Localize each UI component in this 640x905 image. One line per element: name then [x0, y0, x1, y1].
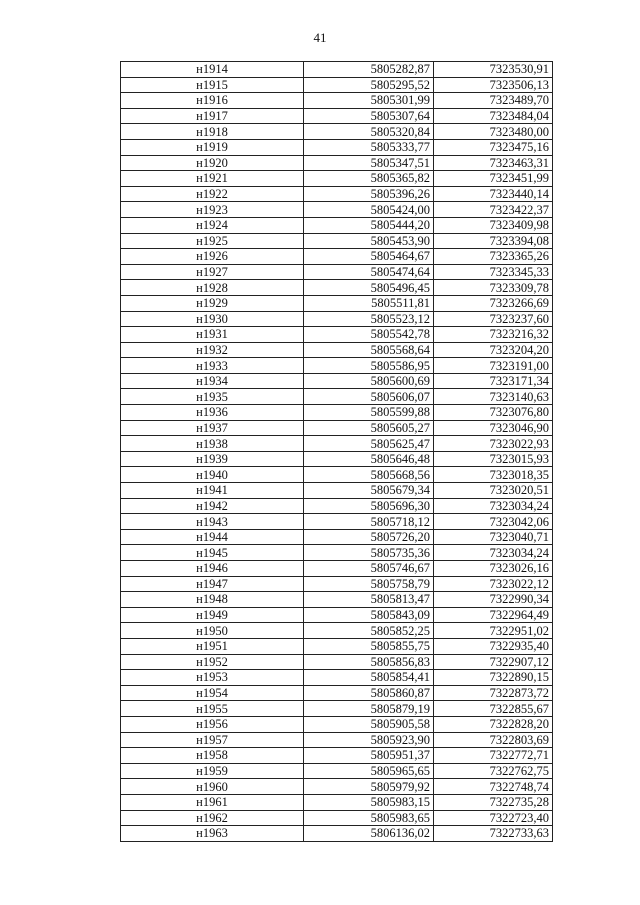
- table-row: [121, 701, 553, 717]
- point-id-cell: н1922: [121, 186, 304, 202]
- table-row: [121, 498, 553, 514]
- x-coordinate-cell: 5805625,47: [304, 436, 434, 452]
- table-row: [121, 264, 553, 280]
- point-id-cell: н1932: [121, 342, 304, 358]
- table-row: [121, 576, 553, 592]
- point-id-cell: н1935: [121, 389, 304, 405]
- x-coordinate-cell: 5805679,34: [304, 483, 434, 499]
- y-coordinate-cell: 7322935,40: [434, 638, 553, 654]
- point-id-cell: н1925: [121, 233, 304, 249]
- point-id-cell: н1924: [121, 217, 304, 233]
- y-coordinate-cell: 7322828,20: [434, 716, 553, 732]
- table-row: [121, 779, 553, 795]
- x-coordinate-cell: 5805718,12: [304, 514, 434, 530]
- y-coordinate-cell: 7323463,31: [434, 155, 553, 171]
- table-row: [121, 592, 553, 608]
- y-coordinate-cell: 7323365,26: [434, 249, 553, 265]
- point-id-cell: н1943: [121, 514, 304, 530]
- point-id-cell: н1929: [121, 295, 304, 311]
- x-coordinate-cell: 5805511,81: [304, 295, 434, 311]
- table-row: [121, 529, 553, 545]
- y-coordinate-cell: 7323022,12: [434, 576, 553, 592]
- table-row: [121, 483, 553, 499]
- x-coordinate-cell: 5805905,58: [304, 716, 434, 732]
- x-coordinate-cell: 5805983,65: [304, 810, 434, 826]
- point-id-cell: н1946: [121, 561, 304, 577]
- point-id-cell: н1952: [121, 654, 304, 670]
- x-coordinate-cell: 5805474,64: [304, 264, 434, 280]
- point-id-cell: н1953: [121, 670, 304, 686]
- point-id-cell: н1927: [121, 264, 304, 280]
- x-coordinate-cell: 5805444,20: [304, 217, 434, 233]
- x-coordinate-cell: 5805542,78: [304, 327, 434, 343]
- x-coordinate-cell: 5805333,77: [304, 139, 434, 155]
- table-row: [121, 826, 553, 842]
- table-row: [121, 62, 553, 78]
- point-id-cell: н1950: [121, 623, 304, 639]
- x-coordinate-cell: 5805599,88: [304, 405, 434, 421]
- y-coordinate-cell: 7323140,63: [434, 389, 553, 405]
- table-row: [121, 139, 553, 155]
- point-id-cell: н1939: [121, 451, 304, 467]
- y-coordinate-cell: 7323204,20: [434, 342, 553, 358]
- table-row: [121, 155, 553, 171]
- table-row: [121, 108, 553, 124]
- point-id-cell: н1934: [121, 373, 304, 389]
- table-row: [121, 732, 553, 748]
- point-id-cell: н1962: [121, 810, 304, 826]
- x-coordinate-cell: 5805424,00: [304, 202, 434, 218]
- y-coordinate-cell: 7323484,04: [434, 108, 553, 124]
- point-id-cell: н1917: [121, 108, 304, 124]
- point-id-cell: н1928: [121, 280, 304, 296]
- x-coordinate-cell: 5805726,20: [304, 529, 434, 545]
- page-number: 41: [313, 30, 327, 45]
- table-row: [121, 716, 553, 732]
- table-row: [121, 436, 553, 452]
- y-coordinate-cell: 7322723,40: [434, 810, 553, 826]
- x-coordinate-cell: 5805453,90: [304, 233, 434, 249]
- coordinates-table: [120, 61, 553, 842]
- y-coordinate-cell: 7323345,33: [434, 264, 553, 280]
- point-id-cell: н1954: [121, 685, 304, 701]
- table-row: [121, 638, 553, 654]
- point-id-cell: н1951: [121, 638, 304, 654]
- y-coordinate-cell: 7322733,63: [434, 826, 553, 842]
- y-coordinate-cell: 7322748,74: [434, 779, 553, 795]
- point-id-cell: н1914: [121, 62, 304, 78]
- y-coordinate-cell: 7323191,00: [434, 358, 553, 374]
- x-coordinate-cell: 5805605,27: [304, 420, 434, 436]
- y-coordinate-cell: 7322951,02: [434, 623, 553, 639]
- table-row: [121, 654, 553, 670]
- point-id-cell: н1949: [121, 607, 304, 623]
- point-id-cell: н1960: [121, 779, 304, 795]
- table-row: [121, 685, 553, 701]
- x-coordinate-cell: 5805606,07: [304, 389, 434, 405]
- table-row: [121, 623, 553, 639]
- y-coordinate-cell: 7322762,75: [434, 763, 553, 779]
- table-row: [121, 545, 553, 561]
- y-coordinate-cell: 7323076,80: [434, 405, 553, 421]
- x-coordinate-cell: 5805983,15: [304, 794, 434, 810]
- y-coordinate-cell: 7323309,78: [434, 280, 553, 296]
- table-row: [121, 202, 553, 218]
- y-coordinate-cell: 7322990,34: [434, 592, 553, 608]
- point-id-cell: н1957: [121, 732, 304, 748]
- point-id-cell: н1937: [121, 420, 304, 436]
- y-coordinate-cell: 7323022,93: [434, 436, 553, 452]
- point-id-cell: н1923: [121, 202, 304, 218]
- x-coordinate-cell: 5805668,56: [304, 467, 434, 483]
- point-id-cell: н1944: [121, 529, 304, 545]
- y-coordinate-cell: 7322890,15: [434, 670, 553, 686]
- x-coordinate-cell: 5805852,25: [304, 623, 434, 639]
- point-id-cell: н1930: [121, 311, 304, 327]
- y-coordinate-cell: 7322735,28: [434, 794, 553, 810]
- x-coordinate-cell: 5805696,30: [304, 498, 434, 514]
- table-row: [121, 311, 553, 327]
- table-row: [121, 763, 553, 779]
- table-row: [121, 233, 553, 249]
- table-row: [121, 77, 553, 93]
- point-id-cell: н1926: [121, 249, 304, 265]
- table-row: [121, 405, 553, 421]
- table-row: [121, 670, 553, 686]
- x-coordinate-cell: 5806136,02: [304, 826, 434, 842]
- x-coordinate-cell: 5805396,26: [304, 186, 434, 202]
- point-id-cell: н1956: [121, 716, 304, 732]
- x-coordinate-cell: 5805301,99: [304, 93, 434, 109]
- x-coordinate-cell: 5805320,84: [304, 124, 434, 140]
- point-id-cell: н1942: [121, 498, 304, 514]
- table-row: [121, 217, 553, 233]
- point-id-cell: н1918: [121, 124, 304, 140]
- point-id-cell: н1938: [121, 436, 304, 452]
- table-row: [121, 561, 553, 577]
- table-row: [121, 342, 553, 358]
- table-row: [121, 389, 553, 405]
- x-coordinate-cell: 5805586,95: [304, 358, 434, 374]
- y-coordinate-cell: 7323040,71: [434, 529, 553, 545]
- point-id-cell: н1931: [121, 327, 304, 343]
- point-id-cell: н1955: [121, 701, 304, 717]
- x-coordinate-cell: 5805965,65: [304, 763, 434, 779]
- x-coordinate-cell: 5805979,92: [304, 779, 434, 795]
- point-id-cell: н1963: [121, 826, 304, 842]
- point-id-cell: н1945: [121, 545, 304, 561]
- x-coordinate-cell: 5805843,09: [304, 607, 434, 623]
- point-id-cell: н1920: [121, 155, 304, 171]
- x-coordinate-cell: 5805856,83: [304, 654, 434, 670]
- y-coordinate-cell: 7323046,90: [434, 420, 553, 436]
- point-id-cell: н1958: [121, 748, 304, 764]
- table-row: [121, 186, 553, 202]
- x-coordinate-cell: 5805879,19: [304, 701, 434, 717]
- x-coordinate-cell: 5805496,45: [304, 280, 434, 296]
- y-coordinate-cell: 7322803,69: [434, 732, 553, 748]
- table-row: [121, 514, 553, 530]
- x-coordinate-cell: 5805646,48: [304, 451, 434, 467]
- point-id-cell: н1948: [121, 592, 304, 608]
- table-row: [121, 171, 553, 187]
- y-coordinate-cell: 7323015,93: [434, 451, 553, 467]
- y-coordinate-cell: 7323034,24: [434, 498, 553, 514]
- y-coordinate-cell: 7323018,35: [434, 467, 553, 483]
- point-id-cell: н1916: [121, 93, 304, 109]
- y-coordinate-cell: 7323171,34: [434, 373, 553, 389]
- x-coordinate-cell: 5805860,87: [304, 685, 434, 701]
- point-id-cell: н1940: [121, 467, 304, 483]
- point-id-cell: н1961: [121, 794, 304, 810]
- table-row: [121, 280, 553, 296]
- table-row: [121, 373, 553, 389]
- point-id-cell: н1919: [121, 139, 304, 155]
- coordinates-table-body: [121, 62, 553, 842]
- x-coordinate-cell: 5805365,82: [304, 171, 434, 187]
- y-coordinate-cell: 7323451,99: [434, 171, 553, 187]
- table-row: [121, 794, 553, 810]
- table-row: [121, 93, 553, 109]
- y-coordinate-cell: 7323475,16: [434, 139, 553, 155]
- y-coordinate-cell: 7323530,91: [434, 62, 553, 78]
- table-row: [121, 295, 553, 311]
- y-coordinate-cell: 7322873,72: [434, 685, 553, 701]
- x-coordinate-cell: 5805464,67: [304, 249, 434, 265]
- y-coordinate-cell: 7323042,06: [434, 514, 553, 530]
- table-row: [121, 327, 553, 343]
- x-coordinate-cell: 5805600,69: [304, 373, 434, 389]
- y-coordinate-cell: 7323506,13: [434, 77, 553, 93]
- y-coordinate-cell: 7323266,69: [434, 295, 553, 311]
- x-coordinate-cell: 5805923,90: [304, 732, 434, 748]
- table-row: [121, 607, 553, 623]
- table-row: [121, 748, 553, 764]
- y-coordinate-cell: 7323440,14: [434, 186, 553, 202]
- table-row: [121, 810, 553, 826]
- table-row: [121, 358, 553, 374]
- y-coordinate-cell: 7322855,67: [434, 701, 553, 717]
- x-coordinate-cell: 5805295,52: [304, 77, 434, 93]
- y-coordinate-cell: 7323237,60: [434, 311, 553, 327]
- y-coordinate-cell: 7323409,98: [434, 217, 553, 233]
- x-coordinate-cell: 5805347,51: [304, 155, 434, 171]
- x-coordinate-cell: 5805307,64: [304, 108, 434, 124]
- y-coordinate-cell: 7323026,16: [434, 561, 553, 577]
- point-id-cell: н1933: [121, 358, 304, 374]
- point-id-cell: н1915: [121, 77, 304, 93]
- y-coordinate-cell: 7323216,32: [434, 327, 553, 343]
- x-coordinate-cell: 5805951,37: [304, 748, 434, 764]
- x-coordinate-cell: 5805758,79: [304, 576, 434, 592]
- table-row: [121, 124, 553, 140]
- x-coordinate-cell: 5805813,47: [304, 592, 434, 608]
- x-coordinate-cell: 5805568,64: [304, 342, 434, 358]
- x-coordinate-cell: 5805854,41: [304, 670, 434, 686]
- x-coordinate-cell: 5805855,75: [304, 638, 434, 654]
- y-coordinate-cell: 7322964,49: [434, 607, 553, 623]
- point-id-cell: н1921: [121, 171, 304, 187]
- y-coordinate-cell: 7322907,12: [434, 654, 553, 670]
- table-row: [121, 451, 553, 467]
- y-coordinate-cell: 7323422,37: [434, 202, 553, 218]
- x-coordinate-cell: 5805523,12: [304, 311, 434, 327]
- point-id-cell: н1936: [121, 405, 304, 421]
- x-coordinate-cell: 5805746,67: [304, 561, 434, 577]
- x-coordinate-cell: 5805735,36: [304, 545, 434, 561]
- y-coordinate-cell: 7323480,00: [434, 124, 553, 140]
- point-id-cell: н1947: [121, 576, 304, 592]
- point-id-cell: н1941: [121, 483, 304, 499]
- y-coordinate-cell: 7323394,08: [434, 233, 553, 249]
- y-coordinate-cell: 7323020,51: [434, 483, 553, 499]
- y-coordinate-cell: 7323489,70: [434, 93, 553, 109]
- table-row: [121, 249, 553, 265]
- table-row: [121, 467, 553, 483]
- point-id-cell: н1959: [121, 763, 304, 779]
- y-coordinate-cell: 7322772,71: [434, 748, 553, 764]
- x-coordinate-cell: 5805282,87: [304, 62, 434, 78]
- y-coordinate-cell: 7323034,24: [434, 545, 553, 561]
- table-row: [121, 420, 553, 436]
